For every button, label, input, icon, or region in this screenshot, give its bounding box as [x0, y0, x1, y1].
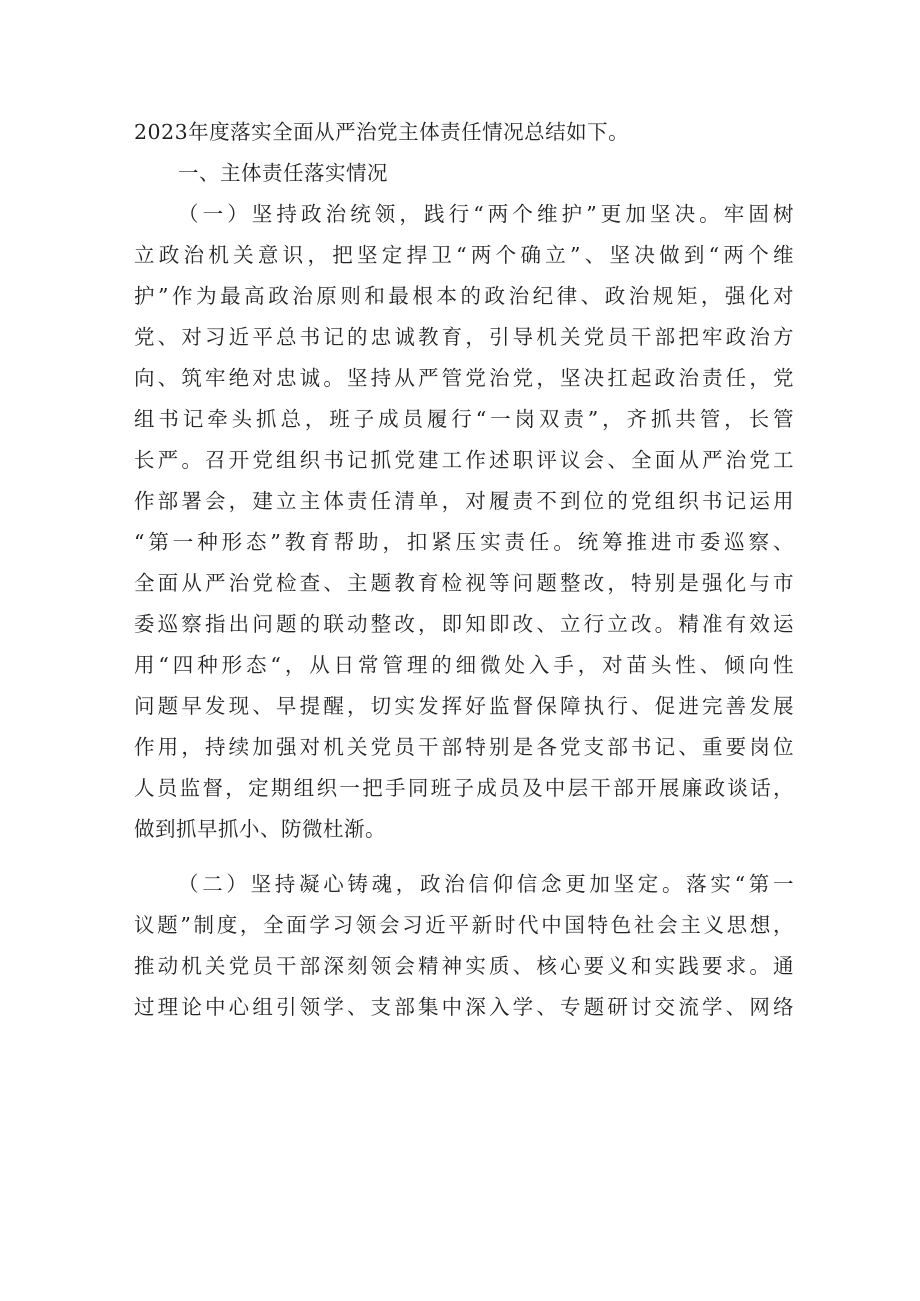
- paragraph-line: 人员监督，定期组织一把手同班子成员及中层干部开展廉政谈话，: [134, 776, 794, 800]
- paragraph-line: “第一种形态”教育帮助，扣紧压实责任。统筹推进市委巡察、: [134, 530, 794, 554]
- document-body: [134, 112, 794, 1028]
- paragraph-line: 全面从严治党检查、主题教育检视等问题整改，特别是强化与市: [134, 571, 794, 595]
- paragraph-line: （一）坚持政治统领，践行“两个维护”更加坚决。牢固树: [178, 202, 794, 226]
- paragraph-line: 委巡察指出问题的联动整改，即知即改、立行立改。精准有效运: [134, 612, 794, 636]
- paragraph-line: 问题早发现、早提醒，切实发挥好监督保障执行、促进完善发展: [134, 694, 794, 718]
- paragraph-line: 做到抓早抓小、防微杜渐。: [134, 817, 386, 841]
- paragraph-line: 过理论中心组引领学、支部集中深入学、专题研讨交流学、网络: [134, 995, 794, 1019]
- paragraph-line: 组书记牵头抓总，班子成员履行“一岗双责”，齐抓共管，长管: [134, 407, 794, 431]
- paragraph-line: 作部署会，建立主体责任清单，对履责不到位的党组织书记运用: [134, 489, 794, 513]
- paragraph-line: 护”作为最高政治原则和最根本的政治纪律、政治规矩，强化对: [134, 284, 794, 308]
- paragraph-line: 向、筑牢绝对忠诚。坚持从严管党治党，坚决扛起政治责任，党: [134, 366, 794, 390]
- paragraph-line: 作用，持续加强对机关党员干部特别是各党支部书记、重要岗位: [134, 735, 794, 759]
- paragraph-line: 推动机关党员干部深刻领会精神实质、核心要义和实践要求。通: [134, 954, 794, 978]
- paragraph-line: 长严。召开党组织书记抓党建工作述职评议会、全面从严治党工: [134, 448, 794, 472]
- paragraph-line: （二）坚持凝心铸魂，政治信仰信念更加坚定。落实“第一: [178, 872, 794, 896]
- paragraph-line: 党、对习近平总书记的忠诚教育，引导机关党员干部把牢政治方: [134, 325, 794, 349]
- text-line: 2023年度落实全面从严治党主体责任情况总结如下。: [134, 120, 630, 144]
- paragraph-line: 立政治机关意识，把坚定捍卫“两个确立”、坚决做到“两个维: [134, 243, 794, 267]
- paragraph-line: 议题”制度，全面学习领会习近平新时代中国特色社会主义思想，: [134, 913, 794, 937]
- section-heading: 一、主体责任落实情况: [178, 161, 388, 185]
- paragraph-line: 用“四种形态“，从日常管理的细微处入手，对苗头性、倾向性: [134, 653, 794, 677]
